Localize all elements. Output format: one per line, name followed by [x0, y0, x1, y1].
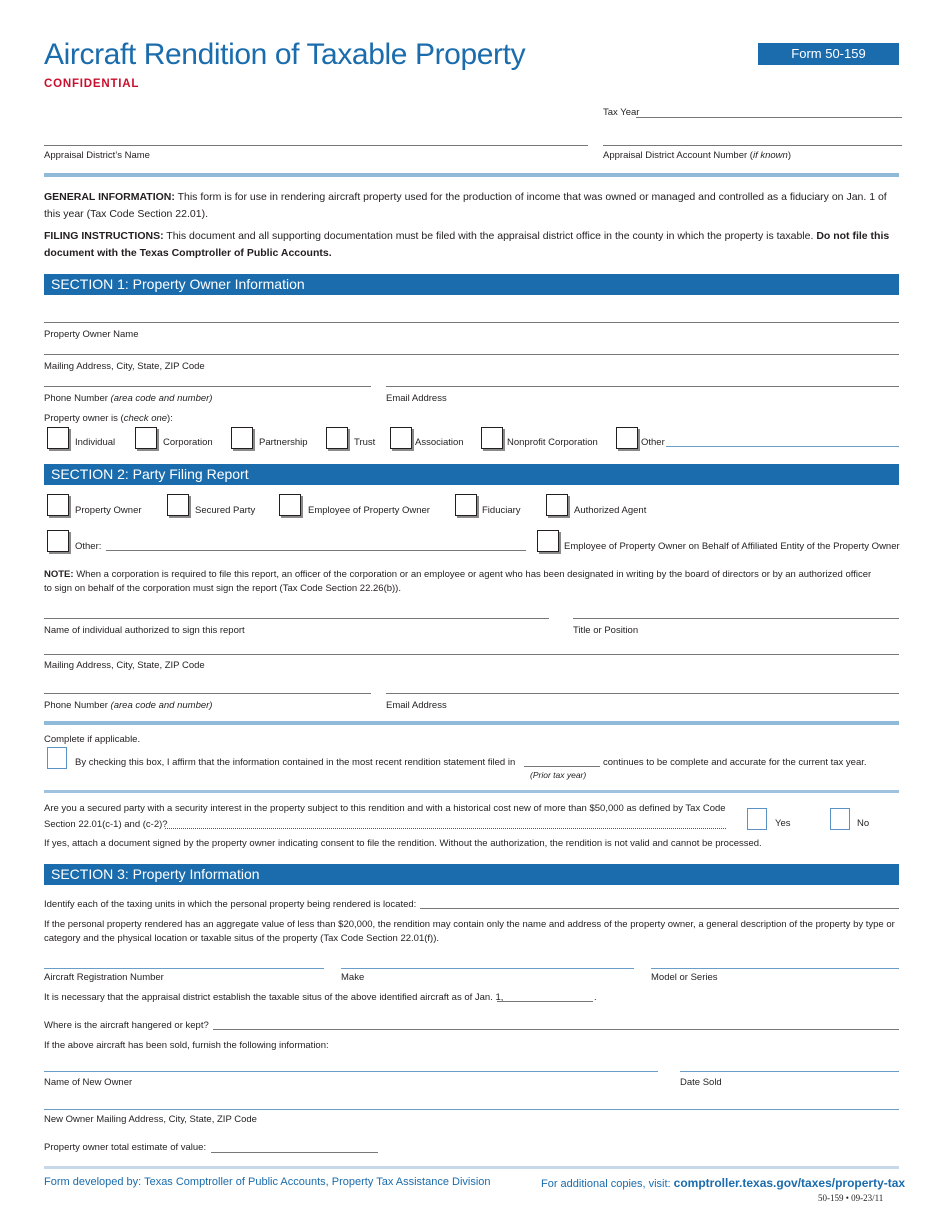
- situs-text: It is necessary that the appraisal district establish the taxable situs of the above identified aircraft as of Jan. 1,: [44, 992, 504, 1003]
- secured-divider: [44, 790, 899, 793]
- district-name-label: Appraisal District’s Name: [44, 150, 150, 161]
- account-number-label: Appraisal District Account Number (if known): [603, 150, 791, 161]
- label-authorized-agent: Authorized Agent: [574, 505, 647, 516]
- signer-title-label: Title or Position: [573, 625, 639, 636]
- checkbox-property-owner[interactable]: [47, 494, 69, 516]
- checkbox-affiliated-employee[interactable]: [537, 530, 559, 552]
- affirm-text-b: continues to be complete and accurate for the current tax year.: [603, 757, 867, 768]
- note-line-2: to sign on behalf of the corporation must sign the report (Tax Code Section 22.26(b)).: [44, 583, 401, 594]
- owner-email-label: Email Address: [386, 393, 447, 404]
- aggregate-line-1: If the personal property rendered has an aggregate value of less than $20,000, the rendition may contain only the name and address of the property owner, a general description of the property by type or: [44, 919, 895, 930]
- owner-mailing-label: Mailing Address, City, State, ZIP Code: [44, 361, 205, 372]
- form-number-badge: Form 50-159: [758, 43, 899, 65]
- situs-period: .: [594, 992, 597, 1003]
- general-information: GENERAL INFORMATION: This form is for use in rendering aircraft property used for the production of income that was owned or managed and controlled as a fiduciary on Jan. 1 of this year (Tax Code Section 22.01).: [44, 191, 887, 220]
- hangered-field[interactable]: [213, 1029, 899, 1030]
- footer-url-link[interactable]: comptroller.texas.gov/taxes/property-tax: [673, 1176, 906, 1190]
- section1-header: SECTION 1: Property Owner Information: [44, 274, 899, 295]
- make-label: Make: [341, 972, 365, 983]
- model-label: Model or Series: [651, 972, 718, 983]
- checkbox-secured-party[interactable]: [167, 494, 189, 516]
- checkbox-partnership[interactable]: [231, 427, 253, 449]
- footer-developed-by: Form developed by: Texas Comptroller of Public Accounts, Property Tax Assistance Division: [44, 1176, 491, 1188]
- prior-tax-year-field[interactable]: [524, 766, 600, 767]
- owner-type-prompt: Property owner is (check one):: [44, 413, 173, 424]
- other-party-field[interactable]: [106, 550, 526, 551]
- label-fiduciary: Fiduciary: [482, 505, 521, 516]
- secured-question-2: Section 22.01(c-1) and (c-2)?: [44, 819, 168, 830]
- tax-year-field[interactable]: [636, 117, 902, 118]
- affirm-text-a: By checking this box, I affirm that the information contained in the most recent rendition statement filed in: [75, 757, 516, 768]
- district-name-field[interactable]: [44, 145, 588, 146]
- other-owner-field[interactable]: [666, 446, 899, 447]
- checkbox-yes[interactable]: [747, 808, 767, 830]
- label-affiliated-employee: Employee of Property Owner on Behalf of Affiliated Entity of the Property Owner: [564, 541, 900, 552]
- checkbox-other-party[interactable]: [47, 530, 69, 552]
- secured-question-1: Are you a secured party with a security interest in the property subject to this rendition and with a historical cost new of more than $50,000 as defined by Tax Code: [44, 803, 726, 814]
- hangered-label: Where is the aircraft hangered or kept?: [44, 1020, 209, 1031]
- label-partnership: Partnership: [259, 437, 308, 448]
- label-no: No: [857, 818, 870, 829]
- signer-name-field[interactable]: [44, 618, 549, 619]
- footer-divider: [44, 1166, 899, 1169]
- footer-copies: For additional copies, visit: comptroller.texas.gov/taxes/property-tax: [541, 1176, 906, 1190]
- label-property-owner: Property Owner: [75, 505, 142, 516]
- checkbox-other-owner[interactable]: [616, 427, 638, 449]
- taxing-units-text: Identify each of the taxing units in which the personal property being rendered is located:: [44, 899, 417, 910]
- signer-phone-field[interactable]: [44, 693, 371, 694]
- new-owner-address-field[interactable]: [44, 1109, 899, 1110]
- label-other-party: Other:: [75, 541, 102, 552]
- note-line-1: NOTE: When a corporation is required to file this report, an officer of the corporation or an employee or agent who has been designated in writing by the board of directors or by an authorized officer: [44, 569, 872, 580]
- sold-text: If the above aircraft has been sold, furnish the following information:: [44, 1040, 329, 1051]
- date-sold-label: Date Sold: [680, 1077, 722, 1088]
- checkbox-no[interactable]: [830, 808, 850, 830]
- label-other-owner: Other: [641, 437, 665, 448]
- filing-instructions: FILING INSTRUCTIONS: This document and all supporting documentation must be filed with the appraisal district office in the county in which the property is taxable. Do not file this document with the Texas Comptroller of Public Accounts.: [44, 230, 890, 259]
- estimate-field[interactable]: [211, 1152, 378, 1153]
- account-number-field[interactable]: [603, 145, 902, 146]
- section2-header: SECTION 2: Party Filing Report: [44, 464, 899, 485]
- owner-phone-label: Phone Number (area code and number): [44, 393, 213, 404]
- label-individual: Individual: [75, 437, 116, 448]
- label-corporation: Corporation: [163, 437, 213, 448]
- aggregate-line-2: category and the physical location or taxable situs of the property (Tax Code Section 22.01(f)).: [44, 933, 439, 944]
- checkbox-fiduciary[interactable]: [455, 494, 477, 516]
- section3-header: SECTION 3: Property Information: [44, 864, 899, 885]
- checkbox-corporation[interactable]: [135, 427, 157, 449]
- owner-mailing-field[interactable]: [44, 354, 899, 355]
- checkbox-employee[interactable]: [279, 494, 301, 516]
- model-field[interactable]: [651, 968, 899, 969]
- new-owner-address-label: New Owner Mailing Address, City, State, ZIP Code: [44, 1114, 257, 1125]
- affirm-divider: [44, 721, 899, 725]
- new-owner-label: Name of New Owner: [44, 1077, 133, 1088]
- checkbox-individual[interactable]: [47, 427, 69, 449]
- checkbox-association[interactable]: [390, 427, 412, 449]
- signer-email-label: Email Address: [386, 700, 447, 711]
- estimate-label: Property owner total estimate of value:: [44, 1142, 207, 1153]
- checkbox-authorized-agent[interactable]: [546, 494, 568, 516]
- situs-year-field[interactable]: [497, 1001, 593, 1002]
- secured-leader-dots: [165, 828, 726, 829]
- label-nonprofit: Nonprofit Corporation: [507, 437, 598, 448]
- owner-email-field[interactable]: [386, 386, 899, 387]
- taxing-units-field[interactable]: [420, 908, 899, 909]
- checkbox-affirm[interactable]: [47, 747, 67, 769]
- owner-name-field[interactable]: [44, 322, 899, 323]
- new-owner-field[interactable]: [44, 1071, 658, 1072]
- label-association: Association: [415, 437, 464, 448]
- registration-label: Aircraft Registration Number: [44, 972, 164, 983]
- checkbox-nonprofit[interactable]: [481, 427, 503, 449]
- checkbox-trust[interactable]: [326, 427, 348, 449]
- signer-email-field[interactable]: [386, 693, 899, 694]
- label-secured-party: Secured Party: [195, 505, 256, 516]
- owner-phone-field[interactable]: [44, 386, 371, 387]
- make-field[interactable]: [341, 968, 634, 969]
- signer-title-field[interactable]: [573, 618, 899, 619]
- signer-phone-label: Phone Number (area code and number): [44, 700, 213, 711]
- if-yes-text: If yes, attach a document signed by the property owner indicating consent to file the rendition. Without the authorization, the rendition is not valid and cannot be processed.: [44, 838, 762, 849]
- date-sold-field[interactable]: [680, 1071, 899, 1072]
- owner-name-label: Property Owner Name: [44, 329, 139, 340]
- footer-form-code: 50-159 • 09-23/11: [818, 1193, 884, 1203]
- tax-year-label: Tax Year: [603, 107, 640, 118]
- registration-field[interactable]: [44, 968, 324, 969]
- header-divider: [44, 173, 899, 177]
- signer-mailing-label: Mailing Address, City, State, ZIP Code: [44, 660, 205, 671]
- signer-mailing-field[interactable]: [44, 654, 899, 655]
- signer-name-label: Name of individual authorized to sign this report: [44, 625, 245, 636]
- label-employee: Employee of Property Owner: [308, 505, 430, 516]
- label-yes: Yes: [775, 818, 791, 829]
- complete-if-applicable: Complete if applicable.: [44, 734, 141, 745]
- form-title: Aircraft Rendition of Taxable Property: [44, 38, 526, 71]
- label-trust: Trust: [354, 437, 376, 448]
- prior-tax-year-label: (Prior tax year): [530, 770, 587, 780]
- confidential-label: CONFIDENTIAL: [44, 78, 140, 90]
